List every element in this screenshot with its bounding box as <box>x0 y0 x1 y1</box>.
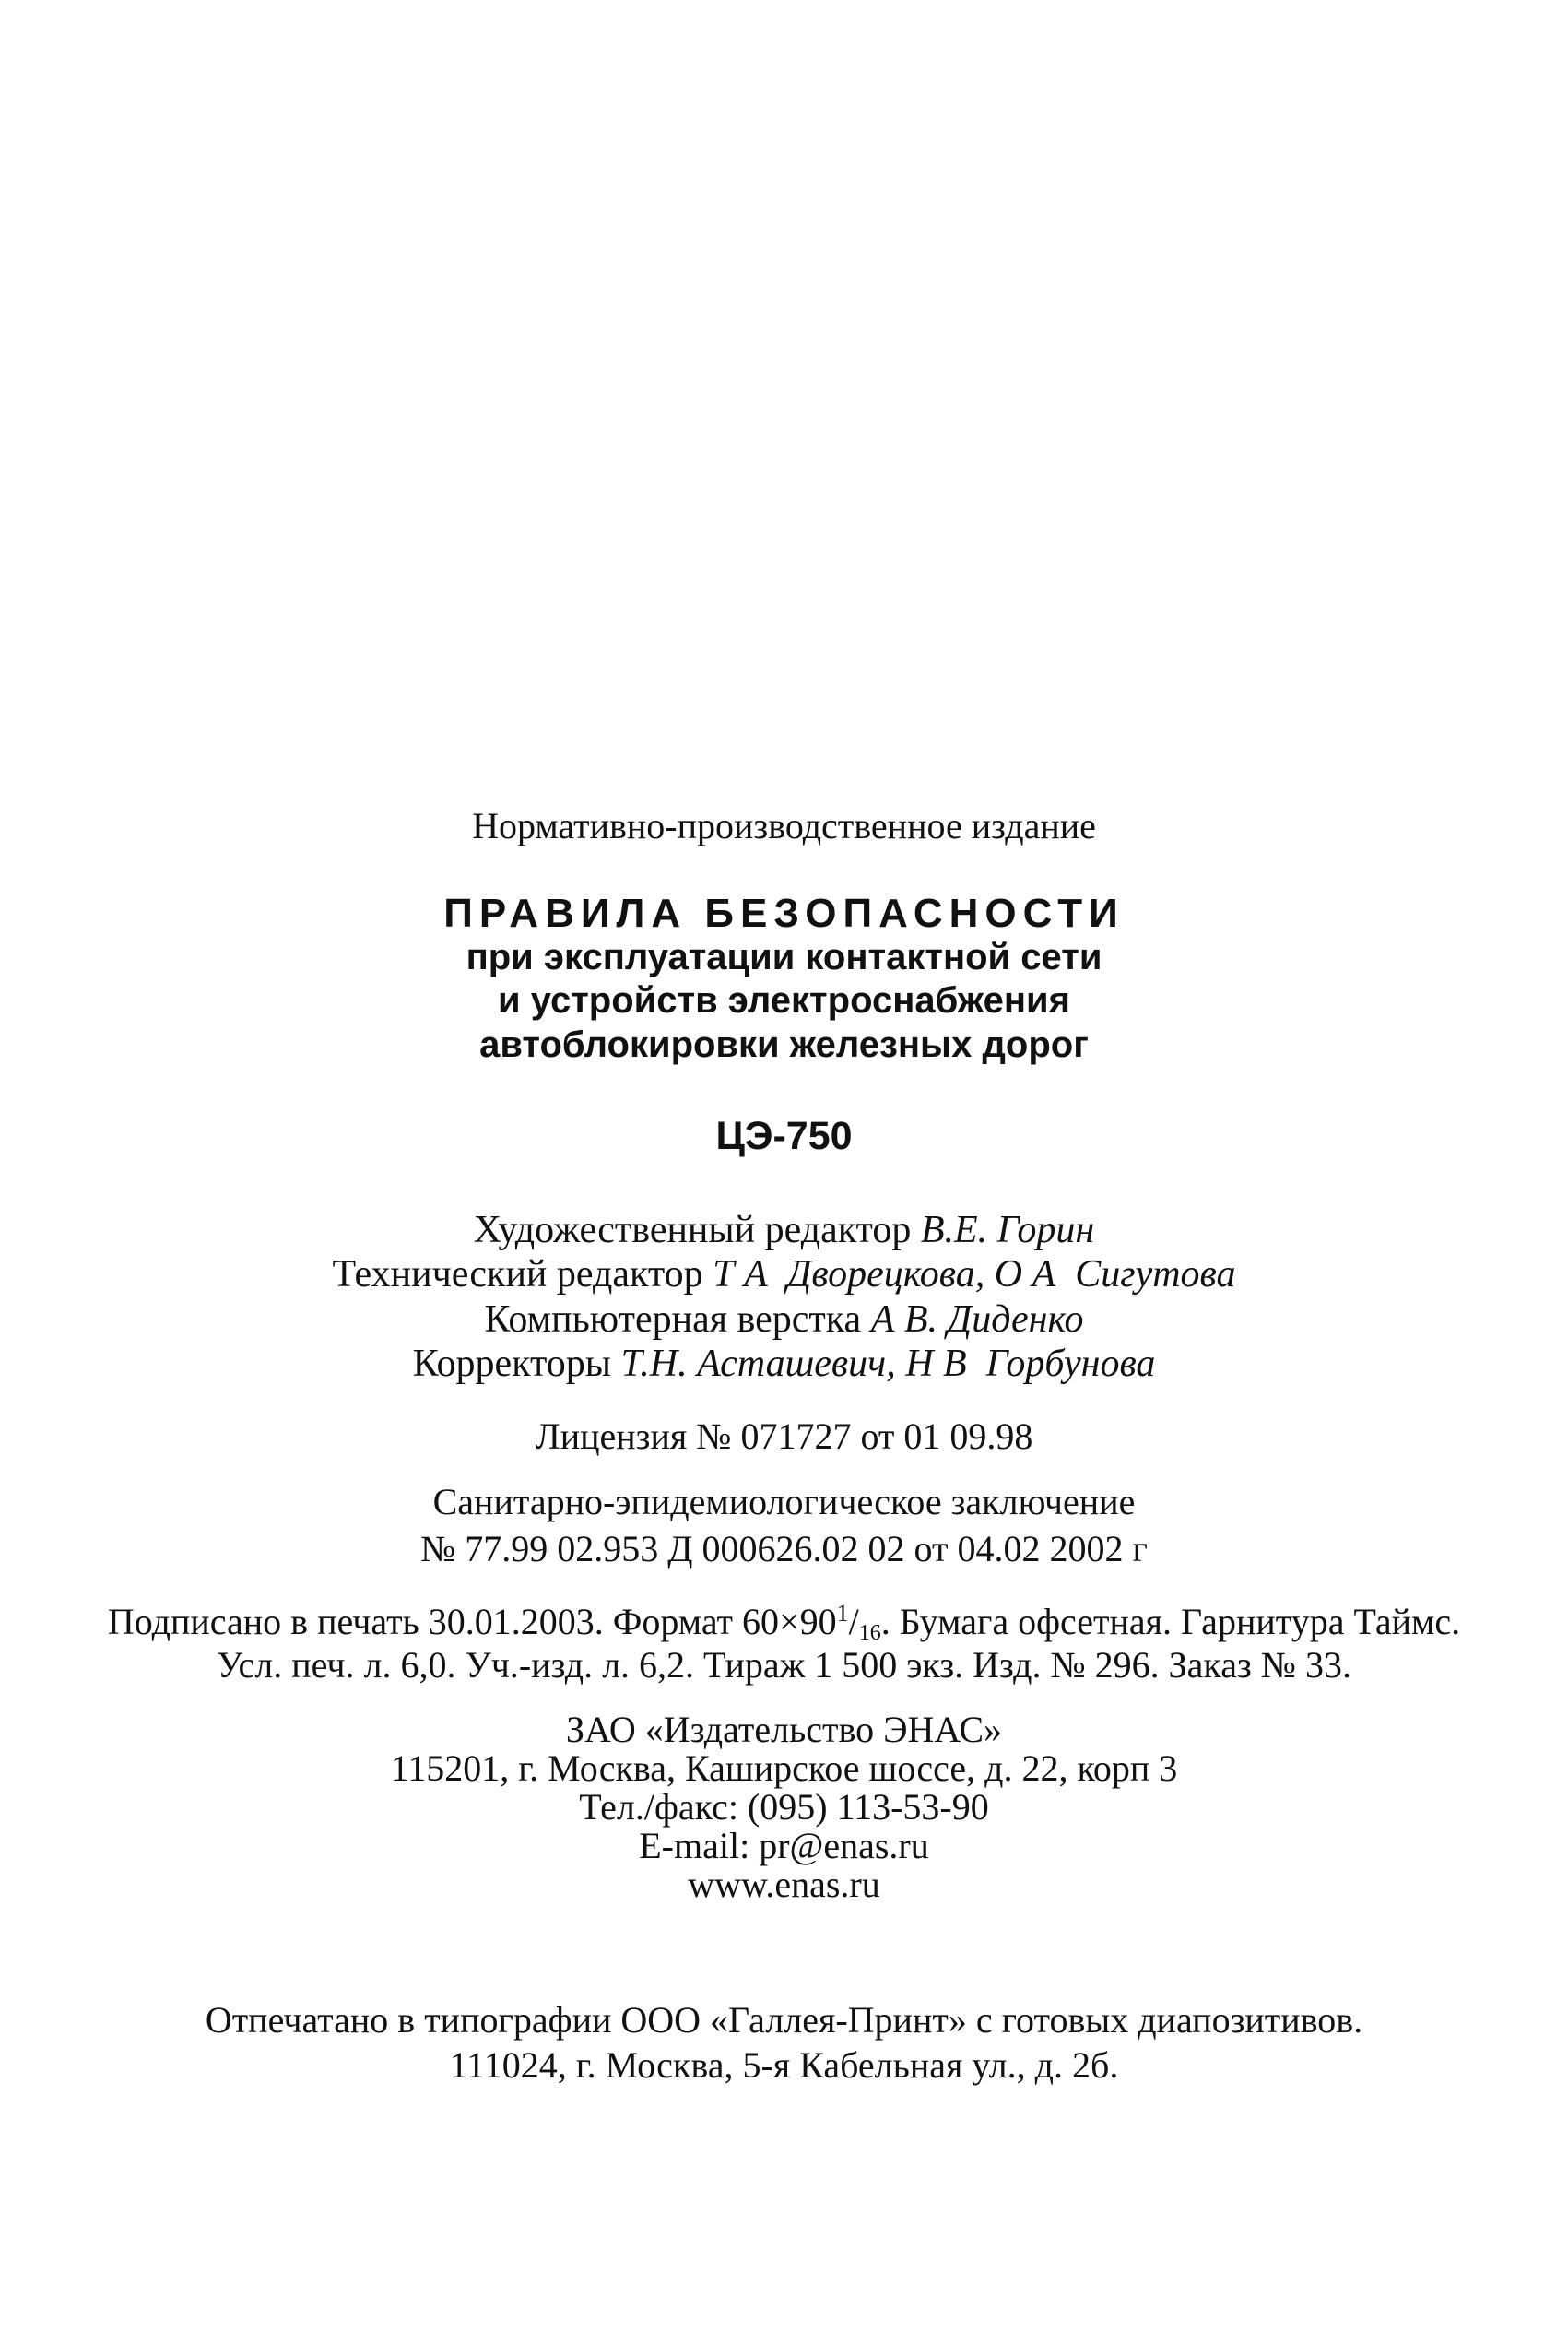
proofreaders-line <box>0 1344 1568 1383</box>
art-editor-line <box>0 1211 1568 1249</box>
document-code: ЦЭ-750 <box>715 1114 853 1158</box>
format-superscript: 1 <box>836 1600 849 1627</box>
printer-line-1: Отпечатано в типографии ООО «Галлея-Принт» с готовых диапозитивов. <box>205 1999 1363 2041</box>
publisher-email: E-mail: pr@enas.ru <box>639 1825 929 1866</box>
publisher-website: www.enas.ru <box>688 1864 880 1905</box>
format-slash: / <box>848 1601 859 1642</box>
print-info-paper: . Бумага офсетная. Гарнитура Таймс. <box>880 1601 1461 1642</box>
art-editor-label: Художественный редактор <box>473 1209 912 1251</box>
proofreaders-names: Т.Н. Асташевич, Н В Горбунова <box>620 1343 1156 1385</box>
format-subscript: 16 <box>858 1621 881 1645</box>
print-info-line-1 <box>0 1602 1568 1644</box>
tech-editor-label: Технический редактор <box>332 1253 703 1296</box>
publisher-name: ЗАО «Издательство ЭНАС» <box>565 1709 1002 1750</box>
print-info-line-2: Усл. печ. л. 6,0. Уч.-изд. л. 6,2. Тираж 1 500 экз. Изд. № 296. Заказ № 33. <box>217 1644 1351 1686</box>
print-info-format: Подписано в печать 30.01.2003. Формат 60×90 <box>107 1601 837 1642</box>
tech-editor-line <box>0 1255 1568 1294</box>
layout-label: Компьютерная верстка <box>484 1298 862 1341</box>
printer-line-2: 111024, г. Москва, 5-я Кабельная ул., д. 2б. <box>449 2044 1119 2086</box>
layout-name: А В. Диденко <box>870 1298 1084 1341</box>
layout-line <box>0 1300 1568 1339</box>
publisher-address: 115201, г. Москва, Каширское шоссе, д. 22, корп 3 <box>390 1747 1178 1789</box>
sanitary-line-1: Санитарно-эпидемиологическое заключение <box>432 1481 1136 1522</box>
proofreaders-label: Корректоры <box>412 1343 612 1385</box>
art-editor-name: В.Е. Горин <box>920 1209 1095 1251</box>
license-line: Лицензия № 071727 от 01 09.98 <box>535 1415 1033 1457</box>
book-subtitle-line-2: и устройств электроснабжения <box>498 980 1070 1021</box>
book-subtitle-line-3: автоблокировки железных дорог <box>479 1024 1089 1065</box>
tech-editor-names: Т А Дворецкова, О А Сигутова <box>713 1253 1236 1296</box>
book-title: ПРАВИЛА БЕЗОПАСНОСТИ <box>443 891 1125 936</box>
edition-type: Нормативно-производственное издание <box>472 805 1096 846</box>
publisher-phone: Тел./факс: (095) 113-53-90 <box>579 1786 989 1828</box>
book-subtitle-line-1: при эксплуатации контактной сети <box>466 937 1102 977</box>
sanitary-line-2: № 77.99 02.953 Д 000626.02 02 от 04.02 2002 г <box>420 1528 1148 1569</box>
